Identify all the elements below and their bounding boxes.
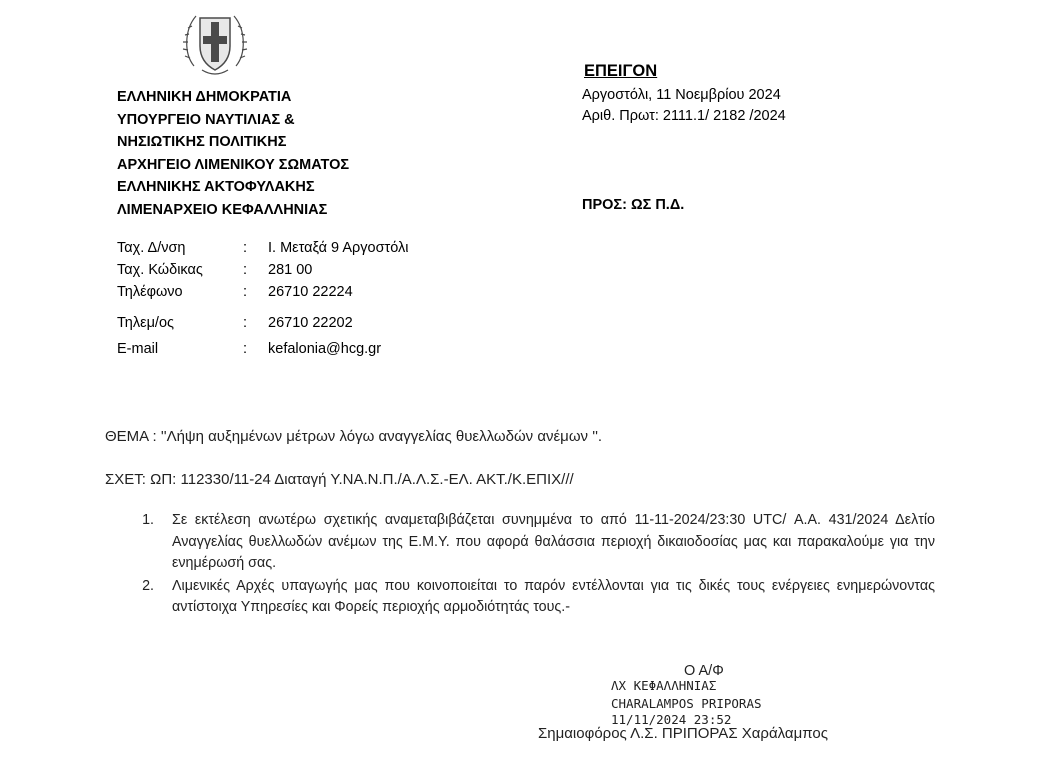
contact-colon: :: [243, 341, 248, 357]
contact-postcode-value: 281 00: [268, 262, 313, 278]
contact-address-label: Ταχ. Δ/νση: [117, 240, 186, 256]
list-item-number: 1.: [142, 512, 154, 528]
contact-colon: :: [243, 240, 248, 256]
org-line-ministry: ΥΠΟΥΡΓΕΙΟ ΝΑΥΤΙΛΙΑΣ &: [117, 111, 295, 128]
list-item-number: 2.: [142, 577, 154, 594]
contact-email-label: E-mail: [117, 341, 159, 357]
org-line-state: ΕΛΛΗΝΙΚΗ ΔΗΜΟΚΡΑΤΙΑ: [117, 89, 292, 105]
org-line-coastguard: ΕΛΛΗΝΙΚΗΣ ΑΚΤΟΦΥΛΑΚΗΣ: [117, 179, 315, 195]
contact-colon: :: [243, 262, 248, 278]
contact-fax-value: 26710 22202: [268, 315, 353, 331]
coat-of-arms-icon: [180, 8, 250, 80]
org-line-ministry-2: ΝΗΣΙΩΤΙΚΗΣ ΠΟΛΙΤΙΚΗΣ: [117, 134, 287, 150]
place-date: Αργοστόλι, 11 Νοεμβρίου 2024: [582, 87, 781, 103]
org-line-port-authority: ΛΙΜΕΝΑΡΧΕΙΟ ΚΕΦΑΛΛΗΝΙΑΣ: [117, 201, 328, 218]
reference-line: ΣΧΕΤ: ΩΠ: 112330/11-24 Διαταγή Υ.ΝΑ.Ν.Π./Α.Λ.Σ.-ΕΛ. ΑΚΤ./Κ.ΕΠΙΧ///: [105, 471, 574, 488]
contact-email-value[interactable]: kefalonia@hcg.gr: [268, 341, 382, 357]
contact-fax-label: Τηλεμ/ος: [117, 315, 175, 331]
contact-postcode-label: Ταχ. Κώδικας: [117, 262, 203, 278]
digital-signature-org: ΛΧ ΚΕΦΑΛΛΗΝΙΑΣ: [611, 678, 717, 693]
recipient-line: ΠΡΟΣ: ΩΣ Π.Δ.: [582, 197, 685, 213]
digital-signature-timestamp: 11/11/2024 23:52: [611, 712, 732, 727]
list-item: [105, 510, 935, 575]
subject-line: ΘΕΜΑ : ''Λήψη αυξημένων μέτρων λόγω αναγγελίας θυελλωδών ανέμων ''.: [105, 428, 603, 445]
contact-address-value: Ι. Μεταξά 9 Αργοστόλι: [268, 240, 409, 256]
contact-colon: :: [243, 284, 248, 300]
contact-phone-label: Τηλέφωνο: [117, 284, 183, 300]
contact-colon: :: [243, 315, 248, 331]
list-item-text: Λιμενικές Αρχές υπαγωγής μας που κοινοποιείται το παρόν εντέλλονται για τις δικές τους ενέργειες ενημερώνοντας αντίστοιχα Υπηρεσίες και Φορείς περιοχής αρμοδιότητάς τους.-: [172, 577, 935, 615]
protocol-number: Αριθ. Πρωτ: 2111.1/ 2182 /2024: [582, 108, 786, 124]
signature-title: Ο Α/Φ: [684, 663, 724, 679]
contact-phone-value: 26710 22224: [268, 284, 353, 300]
list-item: [105, 576, 935, 619]
signer-name: Σημαιοφόρος Λ.Σ. ΠΡΙΠΟΡΑΣ Χαράλαμπος: [538, 725, 828, 742]
sender-authority-block: [117, 86, 349, 221]
urgent-label: ΕΠΕΙΓΟΝ: [584, 62, 658, 80]
body-list: [105, 510, 935, 620]
list-item-text: Σε εκτέλεση ανωτέρω σχετικής αναμεταβιβάζεται συνημμένα το από 11-11-2024/23:30 UTC/ Α.Α. 431/2024 Δελτίο Αναγγελίας θυελλωδών ανέμων της Ε.Μ.Υ. που αφορά θαλάσσια περιοχή δικαιοδοσίας μας και παρακαλούμε για την ενημέρωσή σας.: [172, 512, 935, 571]
org-line-hq: ΑΡΧΗΓΕΙΟ ΛΙΜΕΝΙΚΟΥ ΣΩΜΑΤΟΣ: [117, 156, 350, 173]
digital-signature-name: CHARALAMPOS PRIPORAS: [611, 696, 762, 711]
